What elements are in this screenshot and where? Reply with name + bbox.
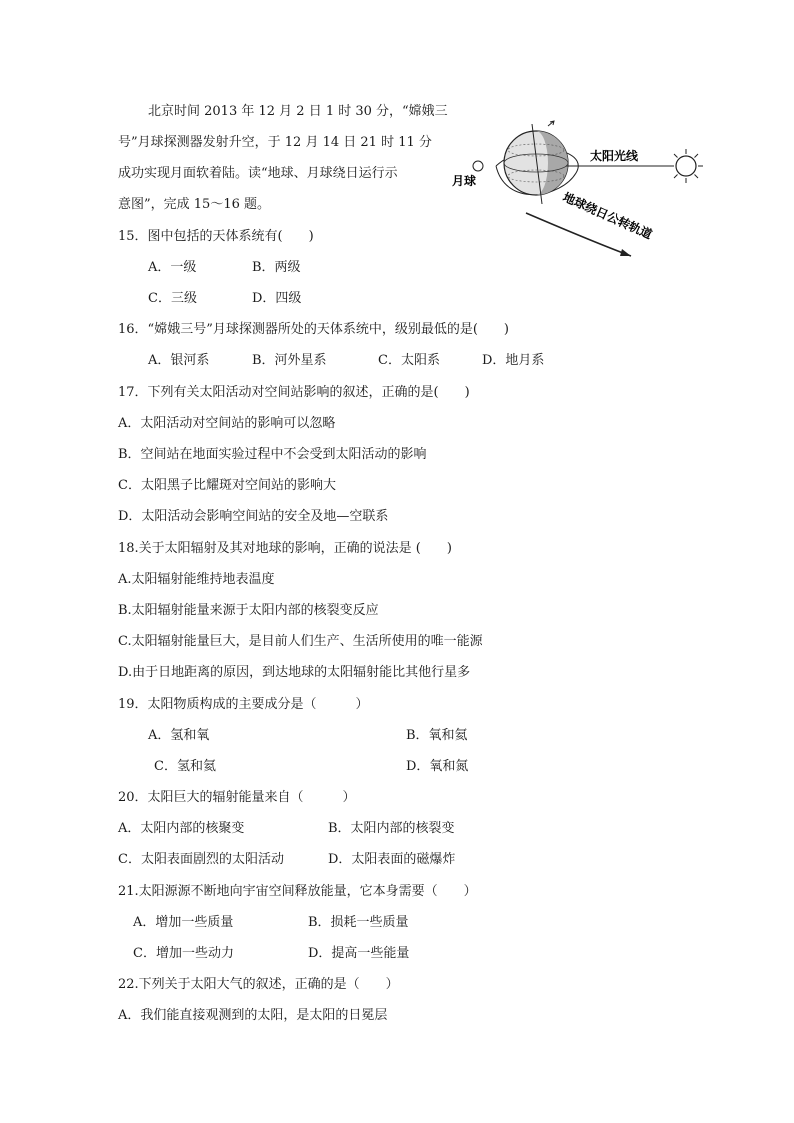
question-15-option-d: D．四级	[252, 291, 302, 306]
question-20-option-d: D．太阳表面的磁爆炸	[328, 852, 456, 867]
question-21-option-a: A．增加一些质量	[133, 915, 234, 930]
question-21-stem: 21.太阳源源不断地向宇宙空间释放能量，它本身需要（ ）	[118, 884, 477, 899]
question-22-option-a: A．我们能直接观测到的太阳，是太阳的日冕层	[118, 1008, 388, 1023]
question-18-option-c: C.太阳辐射能量巨大，是目前人们生产、生活所使用的唯一能源	[118, 634, 483, 649]
question-16-option-a: A．银河系	[148, 353, 210, 368]
question-16-option-d: D．地月系	[482, 353, 545, 368]
question-20-option-a: A．太阳内部的核聚变	[118, 821, 245, 836]
question-16-option-b: B．河外星系	[252, 353, 327, 368]
question-18-option-b: B.太阳辐射能量来源于太阳内部的核裂变反应	[118, 603, 379, 618]
question-21-option-c: C．增加一些动力	[133, 946, 234, 961]
question-15-option-b: B．两级	[252, 260, 301, 275]
question-15-option-a: A．一级	[148, 260, 197, 275]
sunlight-label: 太阳光线	[590, 149, 639, 163]
intro-line-4: 意图”，完成 15～16 题。	[118, 197, 270, 212]
question-21-option-b: B．损耗一些质量	[308, 915, 409, 930]
question-18-option-a: A.太阳辐射能维持地表温度	[118, 572, 275, 587]
question-21-option-d: D．提高一些能量	[308, 946, 410, 961]
orbit-label: 地球绕日公转轨道	[560, 189, 655, 242]
question-20-option-b: B．太阳内部的核裂变	[328, 821, 455, 836]
question-19-option-b: B．氧和氦	[406, 728, 468, 743]
moon-label: 月球	[452, 174, 477, 188]
question-20-stem: 20．太阳巨大的辐射能量来自（ ）	[118, 790, 356, 805]
moon-icon	[473, 161, 483, 171]
sun-icon	[669, 149, 703, 183]
question-22-stem: 22.下列关于太阳大气的叙述，正确的是（ ）	[118, 977, 399, 992]
question-18-option-d: D.由于日地距离的原因，到达地球的太阳辐射能比其他行星多	[118, 665, 471, 680]
question-19-option-c: C．氢和氦	[154, 759, 216, 774]
orbit-arrowhead	[620, 249, 631, 256]
question-17-option-c: C．太阳黑子比耀斑对空间站的影响大	[118, 478, 336, 493]
question-16-stem: 16．“嫦娥三号”月球探测器所处的天体系统中，级别最低的是( )	[118, 322, 509, 337]
question-19-stem: 19．太阳物质构成的主要成分是（ ）	[118, 697, 369, 712]
question-18-stem: 18.关于太阳辐射及其对地球的影响，正确的说法是 ( )	[118, 541, 452, 556]
question-19-option-d: D．氧和氮	[406, 759, 469, 774]
question-20-option-c: C．太阳表面剧烈的太阳活动	[118, 852, 284, 867]
question-15-stem: 15．图中包括的天体系统有( )	[118, 229, 314, 244]
earth-icon	[504, 121, 568, 204]
intro-line-2: 号”月球探测器发射升空，于 12 月 14 日 21 时 11 分	[118, 135, 432, 150]
earth-moon-orbit-figure	[452, 118, 716, 268]
question-19-option-a: A．氢和氧	[148, 728, 210, 743]
intro-line-1: 北京时间 2013 年 12 月 2 日 1 时 30 分，“嫦娥三	[148, 104, 448, 119]
intro-line-3: 成功实现月面软着陆。读“地球、月球绕日运行示	[118, 166, 398, 181]
question-17-option-d: D．太阳活动会影响空间站的安全及地—空联系	[118, 509, 389, 524]
question-15-option-c: C．三级	[148, 291, 197, 306]
question-17-option-a: A．太阳活动对空间站的影响可以忽略	[118, 416, 336, 431]
question-17-option-b: B．空间站在地面实验过程中不会受到太阳活动的影响	[118, 447, 427, 462]
question-16-option-c: C．太阳系	[378, 353, 440, 368]
question-17-stem: 17．下列有关太阳活动对空间站影响的叙述，正确的是( )	[118, 385, 470, 400]
